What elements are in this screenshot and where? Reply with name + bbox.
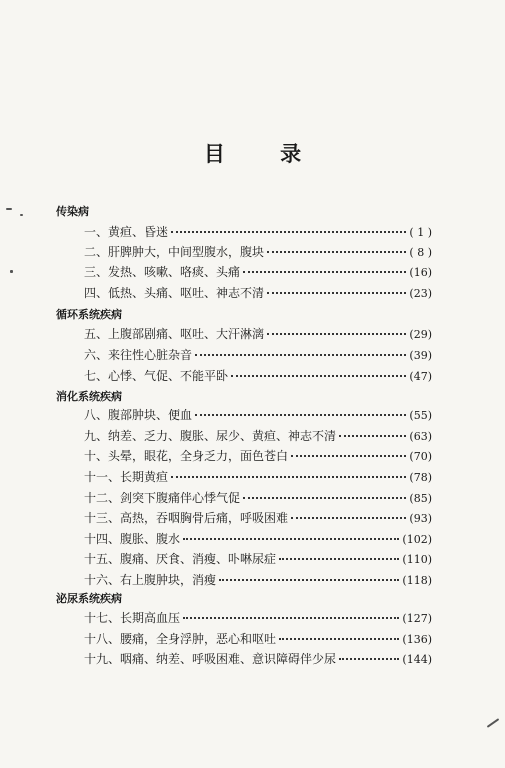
toc-entry[interactable]: [84, 609, 432, 626]
dot-leader: [267, 292, 406, 294]
entry-title: 十一、长期黄疸: [84, 470, 169, 484]
entry-title: 三、发热、咳嗽、咯痰、头痛: [84, 265, 241, 279]
section-heading: 泌尿系统疾病: [56, 592, 122, 605]
entry-title: 八、腹部肿块、便血: [84, 408, 193, 422]
entry-title: 十八、腰痛，全身浮肿，恶心和呕吐: [84, 632, 277, 646]
entry-page: (136): [402, 633, 432, 646]
entry-title: 一、黄疸、昏迷: [84, 225, 169, 239]
scan-speck: [10, 270, 13, 273]
toc-entry[interactable]: [84, 223, 432, 240]
toc-entry[interactable]: [84, 284, 432, 301]
entry-title: 七、心悸、气促、不能平卧: [84, 369, 229, 383]
dot-leader: [183, 538, 399, 540]
entry-page: (55): [409, 409, 432, 422]
entry-title: 九、纳差、乏力、腹胀、尿少、黄疸、神志不清: [84, 429, 337, 443]
entry-page: ( 8 ): [409, 246, 432, 259]
toc-entry[interactable]: [84, 630, 432, 647]
entry-page: (118): [402, 574, 432, 587]
entry-title: 十五、腹痛、厌食、消瘦、卟啉尿症: [84, 552, 277, 566]
dot-leader: [171, 476, 406, 478]
dot-leader: [171, 231, 406, 233]
entry-page: (127): [402, 612, 432, 625]
entry-title: 六、来往性心脏杂音: [84, 348, 193, 362]
toc-entry[interactable]: [84, 427, 432, 444]
entry-page: (110): [402, 553, 432, 566]
entry-title: 十六、右上腹肿块，消瘦: [84, 573, 217, 587]
dot-leader: [219, 579, 399, 581]
page-title: 目 录: [203, 141, 326, 166]
dot-leader: [243, 271, 406, 273]
entry-page: (29): [409, 328, 432, 341]
entry-page: (85): [409, 492, 432, 505]
dot-leader: [183, 617, 399, 619]
dot-leader: [267, 333, 406, 335]
dot-leader: [339, 435, 406, 437]
dot-leader: [279, 558, 399, 560]
dot-leader: [195, 414, 406, 416]
entry-page: (23): [409, 287, 432, 300]
toc-entry[interactable]: [84, 447, 432, 464]
entry-title: 四、低热、头痛、呕吐、神志不清: [84, 286, 265, 300]
scan-speck: [20, 214, 23, 216]
scan-speck: [487, 718, 500, 728]
dot-leader: [267, 251, 406, 253]
section-heading: 消化系统疾病: [56, 390, 122, 403]
scan-speck: [6, 208, 12, 210]
entry-page: (63): [409, 430, 432, 443]
entry-page: (78): [409, 471, 432, 484]
entry-page: ( 1 ): [409, 226, 432, 239]
toc-entry[interactable]: [84, 263, 432, 280]
dot-leader: [339, 658, 399, 660]
toc-entry[interactable]: [84, 550, 432, 567]
toc-entry[interactable]: [84, 346, 432, 363]
toc-entry[interactable]: [84, 406, 432, 423]
toc-entry[interactable]: [84, 571, 432, 588]
entry-title: 十二、剑突下腹痛伴心悸气促: [84, 491, 241, 505]
entry-title: 十、头晕，眼花，全身乏力，面色苍白: [84, 449, 289, 463]
toc-entry[interactable]: [84, 530, 432, 547]
entry-page: (102): [402, 533, 432, 546]
dot-leader: [279, 638, 399, 640]
toc-entry[interactable]: [84, 243, 432, 260]
entry-page: (93): [409, 512, 432, 525]
dot-leader: [195, 354, 406, 356]
dot-leader: [291, 517, 406, 519]
entry-page: (144): [402, 653, 432, 666]
toc-entry[interactable]: [84, 367, 432, 384]
dot-leader: [243, 497, 406, 499]
section-heading: 传染病: [56, 205, 89, 218]
entry-title: 五、上腹部剧痛、呕吐、大汗淋漓: [84, 327, 265, 341]
entry-title: 十三、高热，吞咽胸骨后痛，呼吸困难: [84, 511, 289, 525]
entry-title: 二、肝脾肿大，中间型腹水，腹块: [84, 245, 265, 259]
entry-page: (47): [409, 370, 432, 383]
entry-page: (39): [409, 349, 432, 362]
entry-title: 十七、长期高血压: [84, 611, 181, 625]
toc-entry[interactable]: [84, 468, 432, 485]
entry-page: (70): [409, 450, 432, 463]
entry-page: (16): [409, 266, 432, 279]
toc-entry[interactable]: [84, 650, 432, 667]
section-heading: 循环系统疾病: [56, 308, 122, 321]
toc-entry[interactable]: [84, 325, 432, 342]
dot-leader: [231, 375, 406, 377]
toc-entry[interactable]: [84, 509, 432, 526]
toc-entry[interactable]: [84, 489, 432, 506]
dot-leader: [291, 455, 406, 457]
entry-title: 十九、咽痛、纳差、呼吸困难、意识障碍伴少尿: [84, 652, 337, 666]
entry-title: 十四、腹胀、腹水: [84, 532, 181, 546]
